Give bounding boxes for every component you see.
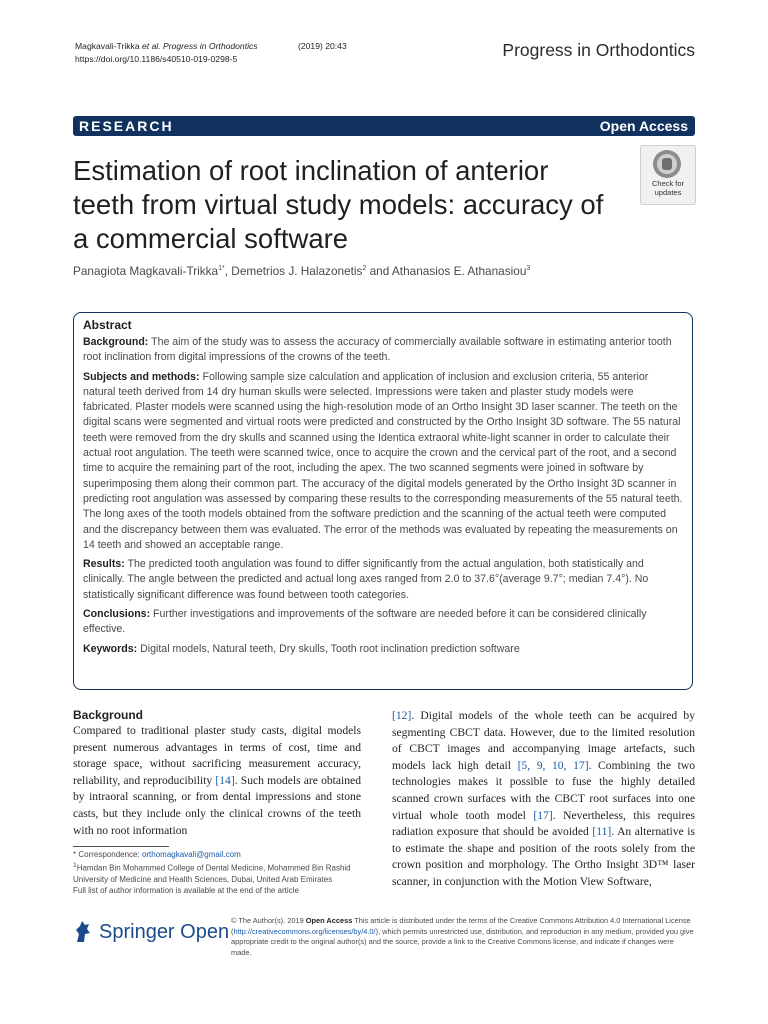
- section-text: Digital models, Natural teeth, Dry skulls, Tooth root inclination prediction software: [137, 642, 520, 655]
- author-list: [73, 264, 530, 278]
- abstract-results: [83, 557, 683, 603]
- affiliation-text: Hamdan Bin Mohammed College of Dental Medicine, Mohammed Bin Rashid University of Medicine and Health Sciences, Dubai, United Arab Emirates: [73, 863, 351, 884]
- check-updates-icon: [653, 150, 681, 178]
- section-text: Following sample size calculation and application of inclusion and exclusion criteria, 55 anterior natural teeth derived from 14 dry human skulls were selected. Impressions were taken and plaster study models were fabricated. Plaster models were scanned using the high-resolution mode of an Ortho Insight 3D laser scanner. The teeth on the digital scans were segmented and virtual roots were predicted and constructed by the Ortho Insight 3D software. The 55 natural teeth were removed from the dry skulls and scanned using the Identica extraoral white-light scanner in order to calculate their actual root angulation. The teeth were scanned twice, once to acquire the crown and the cervical part of the root, and a second time to acquire the remaining part of the root, including the apex. The two scanned segments were joined in software by superimposing them along their common part. The accuracy of the digital models generated by the Ortho Insight 3D scanner in predicting root angulation was assessed by comparing these results to the corresponding measurements of the 55 natural teeth. The long axes of the tooth models obtained from the software prediction and the scanning of the actual teeth were computed and the discrepancy between them was evaluated. The error of the methods was evaluated by repeating the measurements on 14 teeth and showed an acceptable range.: [83, 370, 683, 551]
- license-text: This article is distributed under the terms of the Creative Commons Attribution 4.0 International License (: [231, 916, 691, 936]
- license-text: ), which permits unrestricted use, distribution, and reproduction in any medium, provided you give appropriate credit to the original author(s) and the source, provide a link to the Creative Commons license, and indicate if changes were made.: [231, 926, 694, 957]
- abstract-keywords: [83, 642, 683, 657]
- body-column-right: [392, 708, 695, 891]
- author-affiliation-marker: 1*: [218, 265, 225, 273]
- license-url-link[interactable]: http://creativecommons.org/licenses/by/4.0/: [233, 926, 376, 936]
- body-text-run: . Nevertheless, this requires radiation exposure that should be avoided: [392, 808, 695, 839]
- author-name[interactable]: Panagiota Magkavali-Trikka: [73, 264, 219, 278]
- brand-open: Open: [174, 921, 230, 943]
- section-label: Conclusions:: [83, 608, 151, 621]
- running-header: [75, 40, 347, 66]
- article-type-label: RESEARCH: [79, 118, 174, 134]
- author-info-note: Full list of author information is available at the end of the article: [73, 885, 299, 895]
- open-access-bold: Open Access: [305, 916, 353, 925]
- brand-springer: Springer: [99, 921, 175, 943]
- section-label: Background:: [83, 336, 149, 348]
- body-text-run: . An alternative is to estimate the shape and position of the roots solely from the crown position and morphology. The Ortho Insight 3D™ laser scanner, in conjunction with the Motion View Software,: [392, 825, 696, 888]
- article-title: Estimation of root inclination of anterior teeth from virtual study models: accuracy of a commercial software: [73, 155, 604, 254]
- abstract-heading: Abstract: [83, 318, 132, 332]
- background-heading: Background: [73, 708, 144, 722]
- section-label: Subjects and methods:: [83, 370, 200, 383]
- body-text-run: . Digital models of the whole teeth can be acquired by segmenting CBCT data. However, due to the limited resolution of CBCT images and accompanying image artefacts, such models lack high detail: [392, 709, 695, 772]
- check-updates-label: Check for updates: [651, 179, 685, 197]
- journal-name: Progress in Orthodontics: [502, 40, 695, 60]
- springer-open-wordmark: [99, 921, 229, 944]
- body-paragraph: [73, 723, 361, 839]
- citation-link[interactable]: [12]: [392, 709, 412, 722]
- section-label: Results:: [83, 558, 125, 571]
- section-label: Keywords:: [83, 642, 138, 655]
- citation-link[interactable]: [17]: [533, 808, 553, 822]
- section-text: The aim of the study was to assess the accuracy of commercially available software in estimating anterior tooth root inclination from digital impressions of the crowns of the teeth.: [83, 336, 672, 364]
- open-access-label: Open Access: [599, 118, 688, 134]
- article-type-banner: [73, 116, 695, 136]
- author-name[interactable]: , Demetrios J. Halazonetis: [224, 264, 363, 278]
- author-affiliation-marker: 2: [362, 265, 367, 273]
- license-statement: [231, 916, 695, 958]
- author-name[interactable]: and Athanasios E. Athanasiou: [366, 264, 527, 278]
- correspondence-label: * Correspondence:: [73, 850, 142, 859]
- body-text-run: . Combining the two technologies makes it possible to fuse the highly detailed scanned crown surfaces with the CBCT root surfaces into one virtual whole tooth model: [392, 758, 695, 822]
- abstract-box: [73, 312, 693, 690]
- abstract-conclusions: [83, 607, 683, 638]
- body-paragraph: [392, 708, 695, 891]
- springer-horse-icon: [73, 920, 93, 944]
- citation-date: (2019) 20:43: [298, 41, 347, 51]
- author-affiliation-marker: 3: [526, 265, 531, 273]
- section-text: The predicted tooth angulation was found to differ significantly from the actual angulation, both statistically and clinically. The angle between the predicted and actual long axes ranged from 2.0 to 37.6°(average 9.7°; median 7.4°). No statistically significant difference was found between tooth categories.: [83, 558, 649, 601]
- section-text: Further investigations and improvements of the software are needed before it can be considered clinically effective.: [83, 608, 647, 636]
- affiliation-marker: 1: [73, 862, 77, 869]
- citation-authors: Magkavali-Trikka: [75, 41, 143, 51]
- footnotes: [73, 849, 363, 896]
- affiliation-note: [73, 860, 363, 885]
- body-text-run: Compared to traditional plaster study casts, digital models present numerous advantages in terms of cost, time and storage space, without sacrificing measurement accuracy, reliability, and reproducibility: [73, 724, 361, 787]
- body-column-left: [73, 708, 361, 839]
- doi-link[interactable]: https://doi.org/10.1186/s40510-019-0298-5: [75, 54, 238, 64]
- abstract-methods: [83, 370, 683, 554]
- citation-link[interactable]: [14]: [215, 773, 235, 787]
- body-text-run: . Such models are obtained by intraoral scanning, or from dental impressions and stone casts, but they include only the clinical crowns of the teeth with no root information: [73, 773, 361, 837]
- correspondence-email-link[interactable]: orthomagkavali@gmail.com: [141, 850, 241, 859]
- footnote-divider: [73, 846, 169, 847]
- abstract-background: [83, 335, 683, 366]
- check-for-updates-button[interactable]: [640, 145, 696, 205]
- correspondence-note: [73, 849, 363, 860]
- citation-link[interactable]: [5, 9, 10, 17]: [517, 758, 589, 772]
- copyright-text: © The Author(s). 2019: [231, 916, 306, 925]
- citation-link[interactable]: [11]: [592, 825, 612, 839]
- citation-line: [75, 40, 347, 53]
- citation-journal: et al. Progress in Orthodontics: [142, 41, 258, 51]
